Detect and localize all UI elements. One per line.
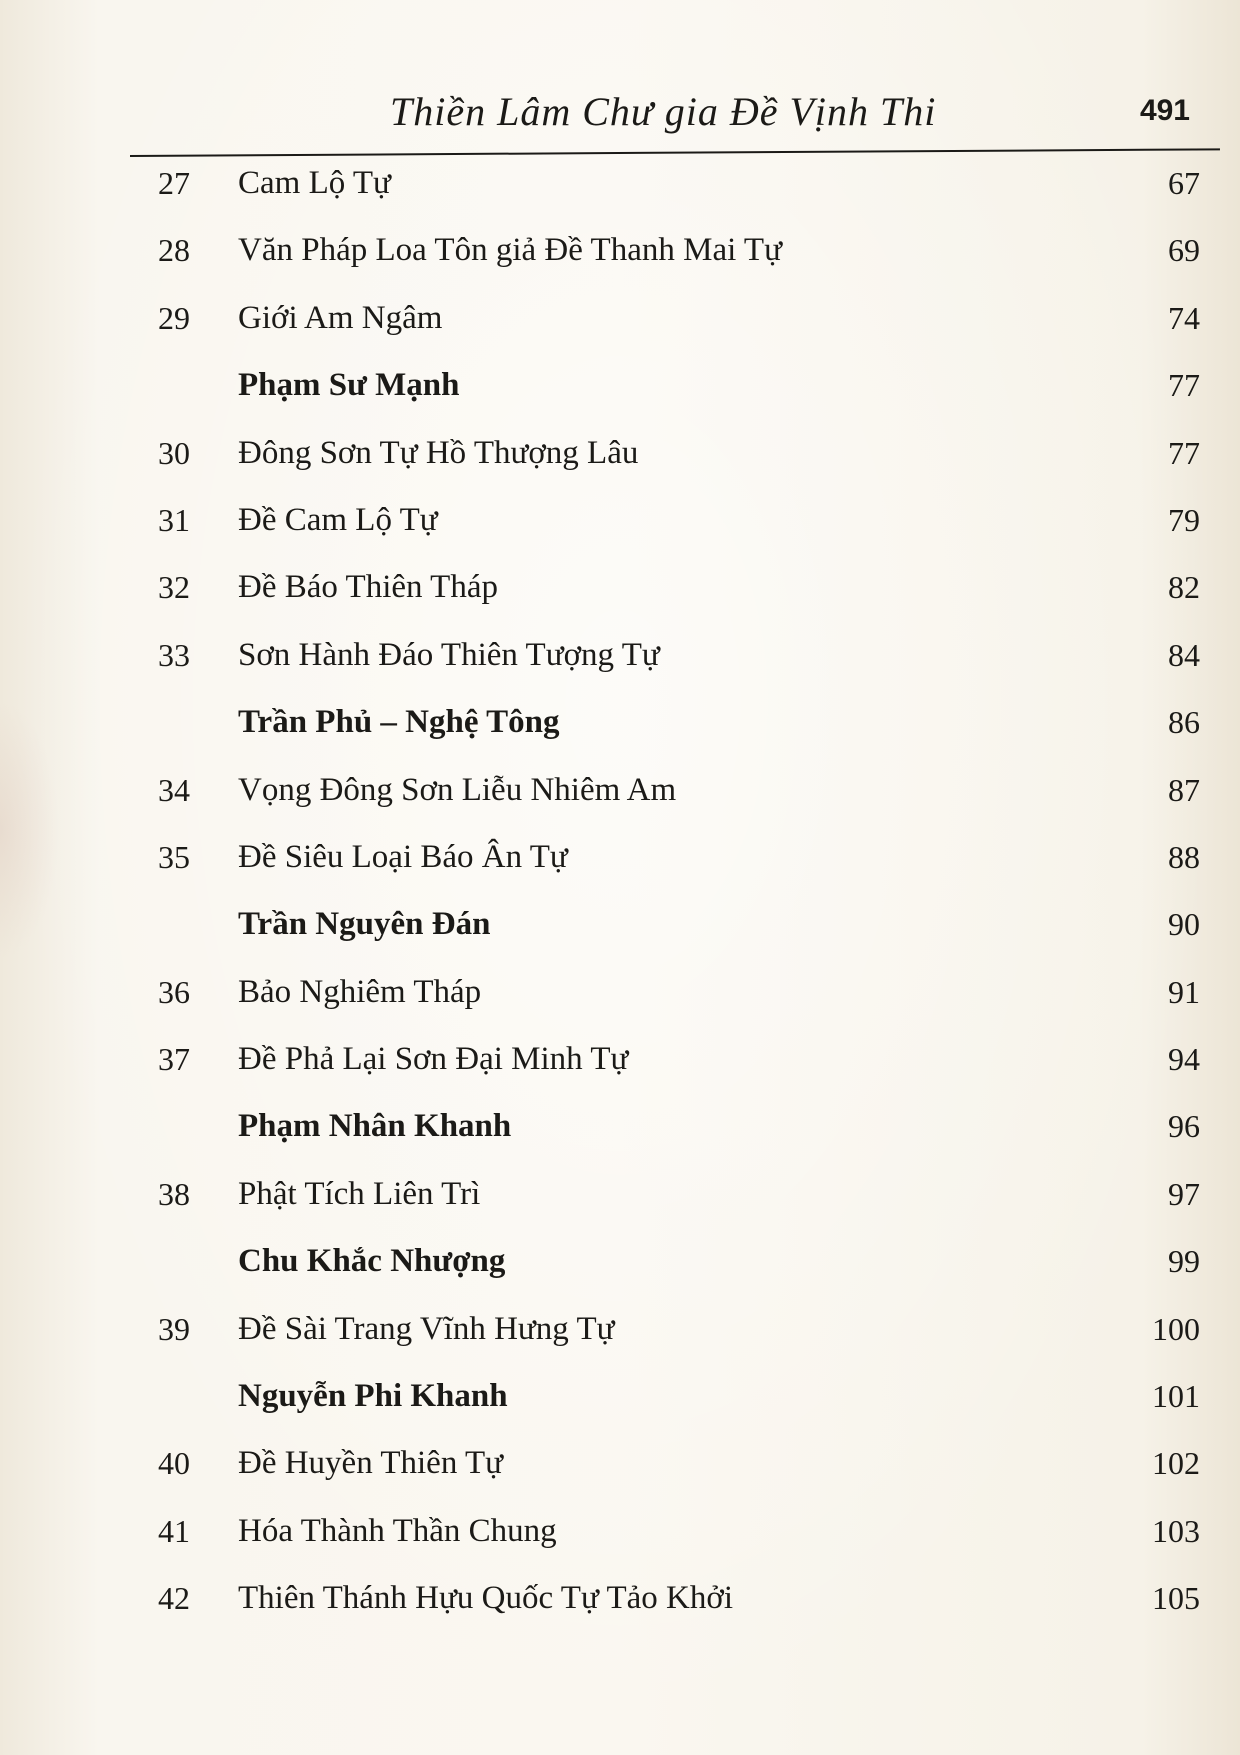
toc-entry-title: Đề Huyền Thiên Tự	[238, 1445, 504, 1482]
toc-entry	[0, 1435, 1240, 1502]
toc-author-name: Phạm Sư Mạnh	[238, 367, 460, 404]
toc-entry	[0, 1503, 1240, 1570]
table-of-contents	[0, 155, 1240, 1638]
toc-entry-page: 103	[1152, 1512, 1200, 1549]
toc-author-heading	[0, 1368, 1240, 1435]
toc-entry-title: Đề Báo Thiên Tháp	[238, 569, 498, 606]
toc-entry-title: Sơn Hành Đáo Thiên Tượng Tự	[238, 636, 660, 673]
toc-entry-number: 31	[158, 501, 190, 538]
toc-entry-number: 28	[158, 232, 190, 269]
toc-entry-page: 102	[1152, 1445, 1200, 1482]
toc-entry	[0, 425, 1240, 492]
toc-entry-number: 36	[158, 973, 190, 1010]
toc-entry-page: 77	[1168, 367, 1200, 404]
toc-entry	[0, 1031, 1240, 1098]
toc-entry	[0, 762, 1240, 829]
toc-entry-page: 91	[1168, 973, 1200, 1010]
toc-entry-page: 87	[1168, 771, 1200, 808]
toc-entry-title: Đề Sài Trang Vĩnh Hưng Tự	[238, 1310, 615, 1347]
toc-entry	[0, 829, 1240, 896]
toc-author-heading	[0, 896, 1240, 963]
toc-entry-page: 90	[1168, 906, 1200, 943]
toc-entry-number: 30	[158, 434, 190, 471]
toc-entry	[0, 1301, 1240, 1368]
toc-entry-page: 84	[1168, 636, 1200, 673]
toc-entry-page: 94	[1168, 1041, 1200, 1078]
toc-entry	[0, 155, 1240, 222]
toc-entry-number: 37	[158, 1041, 190, 1078]
running-title: Thiền Lâm Chư gia Đề Vịnh Thi	[390, 89, 937, 134]
page-header	[0, 80, 1240, 150]
toc-entry-title: Đề Cam Lộ Tự	[238, 501, 438, 538]
toc-entry-number: 40	[158, 1445, 190, 1482]
toc-entry-page: 69	[1168, 232, 1200, 269]
toc-entry-title: Đề Siêu Loại Báo Ân Tự	[238, 838, 568, 875]
toc-author-name: Nguyễn Phi Khanh	[238, 1378, 508, 1415]
toc-entry-title: Đề Phả Lại Sơn Đại Minh Tự	[238, 1041, 629, 1078]
toc-author-heading	[0, 357, 1240, 424]
toc-entry-number: 33	[158, 636, 190, 673]
toc-entry-number: 29	[158, 299, 190, 336]
toc-entry-number: 38	[158, 1175, 190, 1212]
toc-entry-title: Bảo Nghiêm Tháp	[238, 973, 482, 1010]
toc-entry	[0, 627, 1240, 694]
toc-entry-page: 79	[1168, 501, 1200, 538]
toc-entry-title: Phật Tích Liên Trì	[238, 1175, 481, 1212]
toc-author-heading	[0, 694, 1240, 761]
toc-author-name: Trần Nguyên Đán	[238, 906, 491, 943]
toc-entry	[0, 1570, 1240, 1637]
toc-entry	[0, 222, 1240, 289]
toc-entry-page: 99	[1168, 1243, 1200, 1280]
toc-entry-page: 74	[1168, 299, 1200, 336]
toc-entry-number: 32	[158, 569, 190, 606]
toc-entry-page: 105	[1152, 1580, 1200, 1617]
toc-entry-number: 35	[158, 838, 190, 875]
toc-entry-title: Đông Sơn Tự Hồ Thượng Lâu	[238, 434, 639, 471]
toc-entry-title: Hóa Thành Thần Chung	[238, 1512, 557, 1549]
toc-entry-page: 86	[1168, 704, 1200, 741]
toc-entry-title: Thiên Thánh Hựu Quốc Tự Tảo Khởi	[238, 1580, 733, 1617]
toc-entry-title: Giới Am Ngâm	[238, 299, 443, 336]
page-number: 491	[1139, 94, 1190, 127]
toc-entry-page: 67	[1168, 165, 1200, 201]
toc-entry-page: 101	[1152, 1378, 1200, 1415]
toc-entry-page: 88	[1168, 838, 1200, 875]
toc-entry-number: 41	[158, 1512, 190, 1549]
toc-entry-number: 27	[158, 165, 190, 201]
toc-entry-title: Cam Lộ Tự	[238, 165, 391, 201]
toc-entry	[0, 290, 1240, 357]
toc-entry-title: Vọng Đông Sơn Liễu Nhiêm Am	[238, 771, 677, 808]
toc-author-name: Trần Phủ – Nghệ Tông	[238, 704, 560, 741]
toc-author-heading	[0, 1098, 1240, 1165]
toc-author-name: Chu Khắc Nhượng	[238, 1243, 506, 1280]
toc-entry-number: 34	[158, 771, 190, 808]
toc-entry-number: 39	[158, 1310, 190, 1347]
toc-entry-number: 42	[158, 1580, 190, 1617]
toc-entry	[0, 1166, 1240, 1233]
toc-entry	[0, 492, 1240, 559]
toc-entry-page: 77	[1168, 434, 1200, 471]
toc-author-heading	[0, 1233, 1240, 1300]
toc-entry-page: 82	[1168, 569, 1200, 606]
toc-entry	[0, 559, 1240, 626]
toc-entry-page: 96	[1168, 1108, 1200, 1145]
toc-entry-title: Văn Pháp Loa Tôn giả Đề Thanh Mai Tự	[238, 232, 782, 269]
toc-entry	[0, 964, 1240, 1031]
toc-entry-page: 100	[1152, 1310, 1200, 1347]
toc-author-name: Phạm Nhân Khanh	[238, 1108, 512, 1145]
toc-entry-page: 97	[1168, 1175, 1200, 1212]
